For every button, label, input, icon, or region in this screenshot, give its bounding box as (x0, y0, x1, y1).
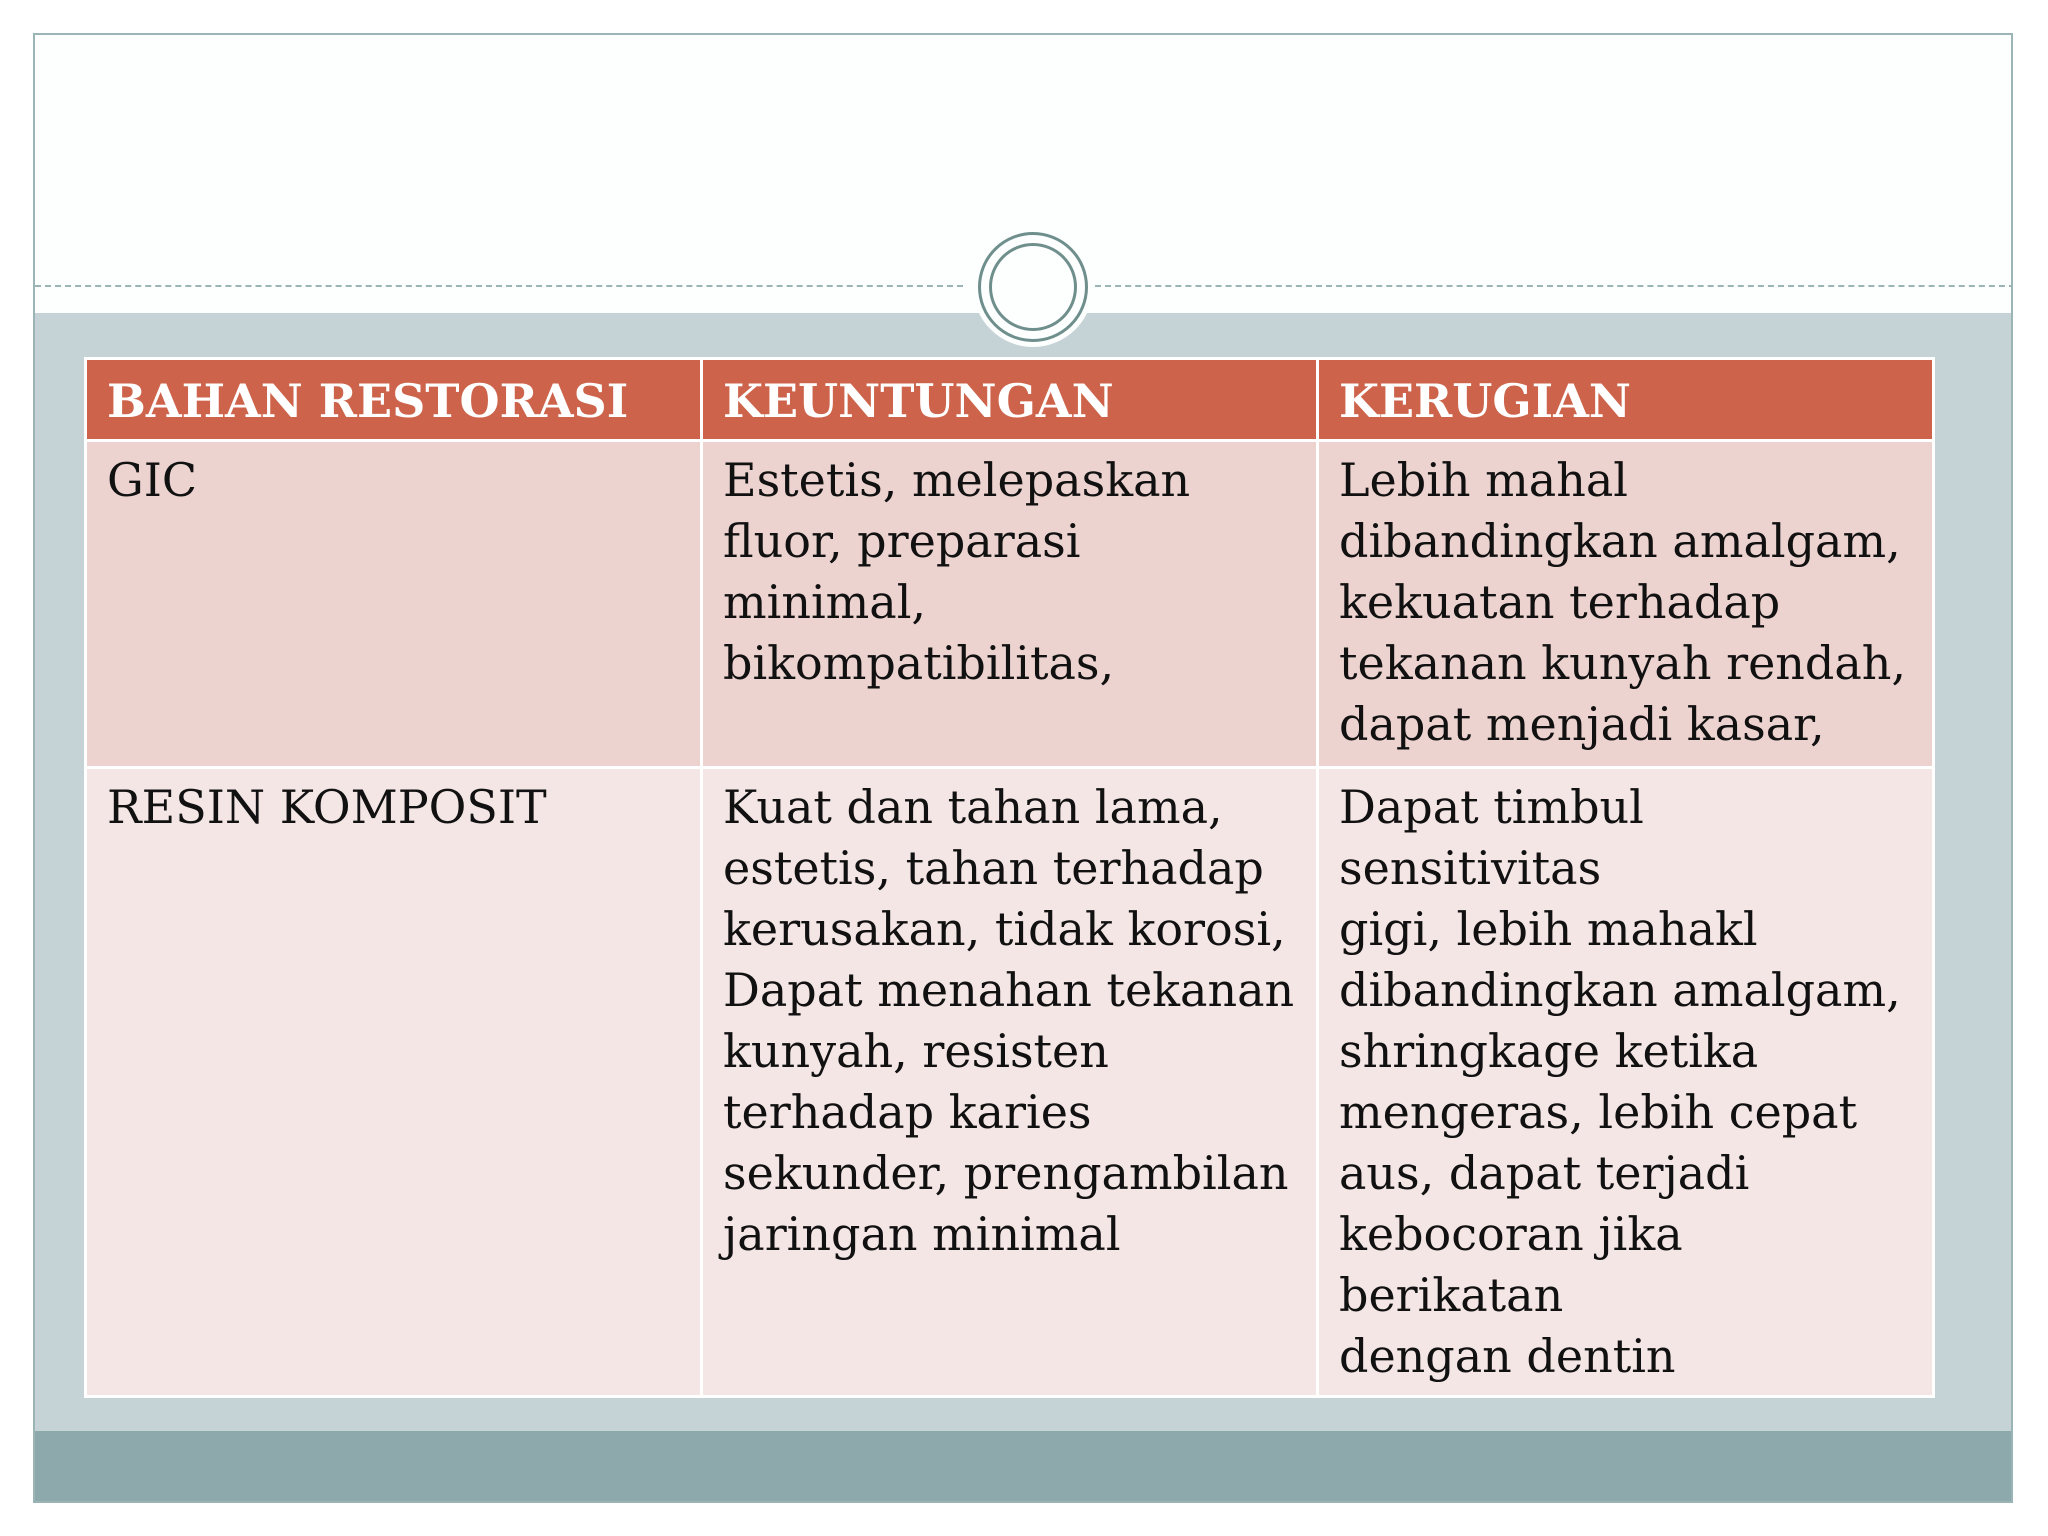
circle-ornament-inner (989, 243, 1077, 331)
disadvantage-line: mengeras, lebih cepat (1339, 1085, 1858, 1139)
disadvantage-line: dapat menjadi kasar, (1339, 697, 1825, 751)
disadvantage-line: kebocoran jika berikatan (1339, 1207, 1683, 1322)
disadvantage-line: kekuatan terhadap (1339, 575, 1781, 629)
advantage-line: fluor, preparasi minimal, (723, 514, 1081, 629)
disadvantage-line: tekanan kunyah rendah, (1339, 636, 1907, 690)
advantage-line: terhadap karies (723, 1085, 1092, 1139)
disadvantage-line: gigi, lebih mahakl (1339, 902, 1758, 956)
header-material: BAHAN RESTORASI (86, 359, 702, 441)
cell-advantages (702, 441, 1318, 768)
material-name: RESIN KOMPOSIT (107, 780, 547, 834)
table-row (86, 768, 1934, 1397)
cell-advantages (702, 768, 1318, 1397)
disadvantage-line: dibandingkan amalgam, (1339, 963, 1901, 1017)
material-name: GIC (107, 453, 198, 507)
disadvantage-line: aus, dapat terjadi (1339, 1146, 1750, 1200)
cell-material (86, 768, 702, 1397)
disadvantage-line: Dapat timbul sensitivitas (1339, 780, 1644, 895)
disadvantage-line: dengan dentin (1339, 1329, 1676, 1383)
advantage-line: Dapat menahan tekanan (723, 963, 1295, 1017)
header-disadvantages: KERUGIAN (1318, 359, 1934, 441)
advantage-line: kunyah, resisten (723, 1024, 1109, 1078)
table-header-row (86, 359, 1934, 441)
restoration-comparison-table (84, 357, 1935, 1398)
cell-disadvantages (1318, 441, 1934, 768)
disadvantage-line: shringkage ketika (1339, 1024, 1759, 1078)
dashed-divider-left (35, 285, 963, 287)
advantage-line: Kuat dan tahan lama, (723, 780, 1223, 834)
advantage-line: kerusakan, tidak korosi, (723, 902, 1286, 956)
advantage-line: estetis, tahan terhadap (723, 841, 1264, 895)
disadvantage-line: dibandingkan amalgam, (1339, 514, 1901, 568)
footer-band (35, 1431, 2011, 1503)
advantage-line: bikompatibilitas, (723, 636, 1115, 690)
advantage-line: jaringan minimal (723, 1207, 1121, 1261)
table-row (86, 441, 1934, 768)
disadvantage-line: Lebih mahal (1339, 453, 1628, 507)
advantage-line: Estetis, melepaskan (723, 453, 1191, 507)
cell-material (86, 441, 702, 768)
cell-disadvantages (1318, 768, 1934, 1397)
dashed-divider-right (1095, 285, 2013, 287)
advantage-line: sekunder, prengambilan (723, 1146, 1289, 1200)
header-advantages: KEUNTUNGAN (702, 359, 1318, 441)
